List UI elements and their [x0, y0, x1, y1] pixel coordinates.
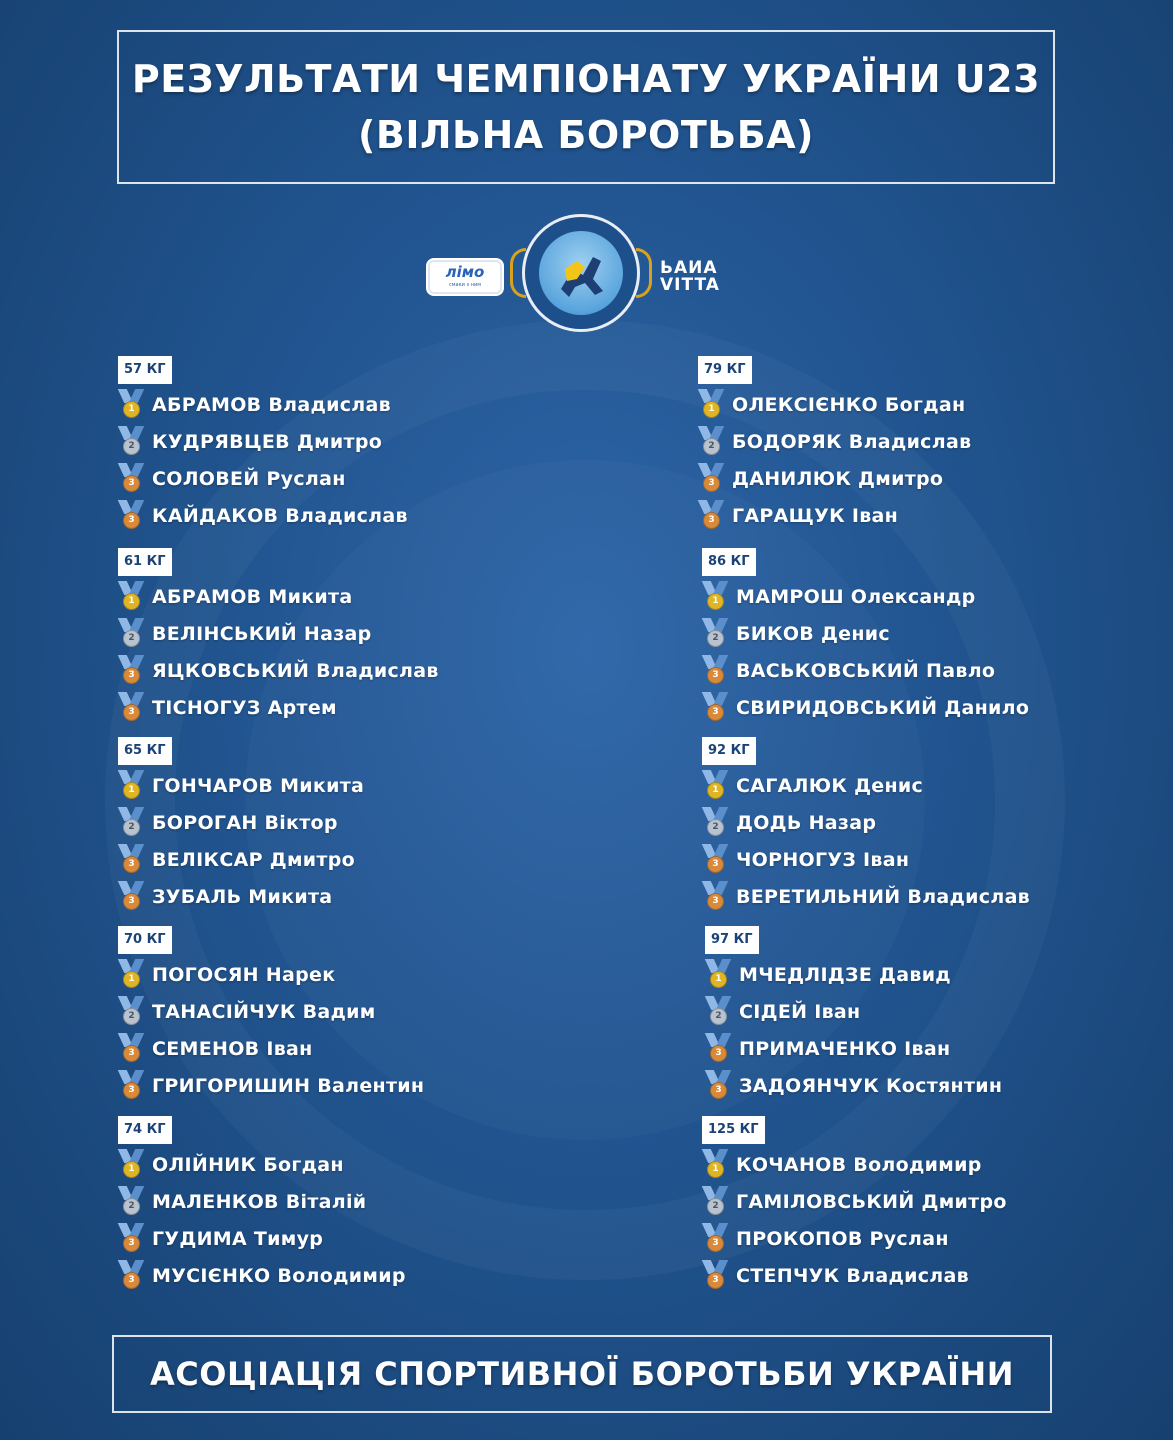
- athlete-row: [118, 581, 558, 613]
- bronze-medal-icon: [118, 1223, 144, 1255]
- medal-place-number: 3: [123, 704, 140, 721]
- athlete-row: [118, 1223, 558, 1255]
- medal-place-number: 3: [123, 475, 140, 492]
- bronze-medal-icon: [702, 1260, 728, 1292]
- wrestlers-icon: [547, 239, 615, 307]
- athlete-name: ГАМІЛОВСЬКИЙ Дмитро: [736, 1191, 1007, 1213]
- bronze-medal-icon: [698, 500, 724, 532]
- athlete-name: КАЙДАКОВ Владислав: [152, 505, 408, 527]
- bronze-medal-icon: [705, 1033, 731, 1065]
- athlete-row: [705, 996, 1145, 1028]
- bronze-medal-icon: [698, 463, 724, 495]
- athlete-name: КУДРЯВЦЕВ Дмитро: [152, 431, 383, 453]
- laurel-right-icon: [636, 248, 652, 298]
- medal-place-number: 1: [123, 401, 140, 418]
- medal-place-number: 3: [123, 856, 140, 873]
- medal-place-number: 2: [707, 630, 724, 647]
- athlete-name: СОЛОВЕЙ Руслан: [152, 468, 346, 490]
- weight-class-badge: 86 КГ: [702, 548, 756, 576]
- weight-category: [118, 737, 558, 917]
- weight-class-badge: 61 КГ: [118, 548, 172, 576]
- gold-medal-icon: [118, 770, 144, 802]
- medal-place-number: 2: [707, 1198, 724, 1215]
- athlete-name: БОДОРЯК Владислав: [732, 431, 972, 453]
- medal-place-number: 2: [123, 630, 140, 647]
- silver-medal-icon: [118, 618, 144, 650]
- athlete-row: [118, 389, 558, 421]
- athlete-row: [118, 1033, 558, 1065]
- weight-class-badge: 125 КГ: [702, 1116, 765, 1144]
- athlete-row: [702, 692, 1142, 724]
- athlete-row: [118, 959, 558, 991]
- athlete-name: МУСІЄНКО Володимир: [152, 1265, 406, 1287]
- athlete-name: ТІСНОГУЗ Артем: [152, 697, 337, 719]
- weight-category: [702, 737, 1142, 917]
- silver-medal-icon: [702, 618, 728, 650]
- sponsor-logo-vitta-line1: ЬАИА: [660, 258, 718, 278]
- bronze-medal-icon: [702, 844, 728, 876]
- athlete-row: [705, 1033, 1145, 1065]
- sponsor-logo-vitta-line2: VITTA: [660, 275, 720, 295]
- athlete-row: [118, 1186, 558, 1218]
- weight-class-badge: 57 КГ: [118, 356, 172, 384]
- gold-medal-icon: [118, 1149, 144, 1181]
- silver-medal-icon: [702, 1186, 728, 1218]
- athlete-name: ГРИГОРИШИН Валентин: [152, 1075, 425, 1097]
- athlete-name: ПРИМАЧЕНКО Іван: [739, 1038, 951, 1060]
- silver-medal-icon: [118, 1186, 144, 1218]
- athlete-name: ЗАДОЯНЧУК Костянтин: [739, 1075, 1003, 1097]
- athlete-name: ОЛІЙНИК Богдан: [152, 1154, 344, 1176]
- athlete-name: ПОГОСЯН Нарек: [152, 964, 336, 986]
- gold-medal-icon: [118, 581, 144, 613]
- athlete-row: [702, 1149, 1142, 1181]
- athlete-row: [118, 692, 558, 724]
- athlete-row: [118, 844, 558, 876]
- medal-place-number: 3: [710, 1045, 727, 1062]
- medal-place-number: 1: [703, 401, 720, 418]
- athlete-row: [702, 770, 1142, 802]
- athlete-row: [702, 581, 1142, 613]
- weight-class-badge: 79 КГ: [698, 356, 752, 384]
- athlete-name: ГОНЧАРОВ Микита: [152, 775, 365, 797]
- bronze-medal-icon: [702, 1223, 728, 1255]
- footer-organization: АСОЦІАЦІЯ СПОРТИВНОЇ БОРОТЬБИ УКРАЇНИ: [150, 1355, 1014, 1393]
- athlete-name: СТЕПЧУК Владислав: [736, 1265, 969, 1287]
- medal-place-number: 1: [123, 782, 140, 799]
- athlete-name: ДОДЬ Назар: [736, 812, 877, 834]
- gold-medal-icon: [118, 959, 144, 991]
- bronze-medal-icon: [118, 881, 144, 913]
- medal-place-number: 3: [123, 667, 140, 684]
- silver-medal-icon: [702, 807, 728, 839]
- athlete-name: ВАСЬКОВСЬКИЙ Павло: [736, 660, 996, 682]
- athlete-name: ДАНИЛЮК Дмитро: [732, 468, 944, 490]
- athlete-name: МАМРОШ Олександр: [736, 586, 976, 608]
- page-subtitle: (ВІЛЬНА БОРОТЬБА): [358, 113, 814, 157]
- gold-medal-icon: [702, 581, 728, 613]
- medal-place-number: 3: [707, 856, 724, 873]
- athlete-row: [698, 463, 1138, 495]
- weight-class-badge: 70 КГ: [118, 926, 172, 954]
- silver-medal-icon: [705, 996, 731, 1028]
- silver-medal-icon: [118, 426, 144, 458]
- athlete-row: [118, 426, 558, 458]
- sponsor-logo-limo-tag: смаки з ним: [449, 282, 481, 288]
- medal-place-number: 3: [123, 1272, 140, 1289]
- athlete-name: ГУДИМА Тимур: [152, 1228, 324, 1250]
- medal-place-number: 3: [123, 512, 140, 529]
- athlete-row: [702, 618, 1142, 650]
- bronze-medal-icon: [705, 1070, 731, 1102]
- athlete-row: [118, 881, 558, 913]
- athlete-row: [702, 1186, 1142, 1218]
- bronze-medal-icon: [118, 844, 144, 876]
- athlete-row: [698, 426, 1138, 458]
- medal-place-number: 3: [710, 1082, 727, 1099]
- medal-place-number: 3: [703, 512, 720, 529]
- weight-category: [118, 356, 558, 536]
- athlete-name: АБРАМОВ Владислав: [152, 394, 391, 416]
- medal-place-number: 3: [123, 1045, 140, 1062]
- bronze-medal-icon: [118, 1260, 144, 1292]
- athlete-name: БИКОВ Денис: [736, 623, 890, 645]
- weight-category: [118, 926, 558, 1106]
- medal-place-number: 1: [707, 1161, 724, 1178]
- medal-place-number: 2: [123, 1198, 140, 1215]
- athlete-row: [118, 1070, 558, 1102]
- weight-category: [702, 548, 1142, 728]
- bronze-medal-icon: [702, 655, 728, 687]
- medal-place-number: 1: [123, 1161, 140, 1178]
- athlete-row: [118, 770, 558, 802]
- medal-place-number: 3: [707, 1272, 724, 1289]
- athlete-row: [705, 959, 1145, 991]
- medal-place-number: 3: [707, 1235, 724, 1252]
- medal-place-number: 1: [707, 593, 724, 610]
- medal-place-number: 2: [710, 1008, 727, 1025]
- athlete-name: ВЕРЕТИЛЬНИЙ Владислав: [736, 886, 1031, 908]
- athlete-row: [118, 500, 558, 532]
- medal-place-number: 3: [703, 475, 720, 492]
- bronze-medal-icon: [118, 655, 144, 687]
- weight-class-badge: 74 КГ: [118, 1116, 172, 1144]
- page-title: РЕЗУЛЬТАТИ ЧЕМПІОНАТУ УКРАЇНИ U23: [131, 57, 1041, 101]
- medal-place-number: 2: [123, 819, 140, 836]
- athlete-row: [702, 844, 1142, 876]
- athlete-row: [698, 389, 1138, 421]
- sponsor-logo-limo-brand: лімо: [445, 263, 485, 281]
- medal-place-number: 3: [707, 667, 724, 684]
- athlete-row: [118, 996, 558, 1028]
- athlete-name: ПРОКОПОВ Руслан: [736, 1228, 949, 1250]
- federation-emblem-logo: [522, 214, 640, 332]
- athlete-row: [118, 807, 558, 839]
- weight-category: [698, 356, 1138, 536]
- bronze-medal-icon: [702, 692, 728, 724]
- medal-place-number: 2: [703, 438, 720, 455]
- sponsor-logo-limo: [428, 260, 502, 294]
- athlete-row: [702, 1260, 1142, 1292]
- medal-place-number: 1: [123, 593, 140, 610]
- athlete-row: [702, 655, 1142, 687]
- athlete-row: [118, 463, 558, 495]
- medal-place-number: 1: [707, 782, 724, 799]
- athlete-name: ГАРАЩУК Іван: [732, 505, 899, 527]
- weight-category: [705, 926, 1145, 1106]
- athlete-name: КОЧАНОВ Володимир: [736, 1154, 982, 1176]
- silver-medal-icon: [698, 426, 724, 458]
- athlete-name: ОЛЕКСІЄНКО Богдан: [732, 394, 966, 416]
- bronze-medal-icon: [118, 1033, 144, 1065]
- medal-place-number: 3: [707, 893, 724, 910]
- athlete-row: [118, 1260, 558, 1292]
- athlete-name: ВЕЛІКСАР Дмитро: [152, 849, 355, 871]
- weight-class-badge: 92 КГ: [702, 737, 756, 765]
- athlete-name: МАЛЕНКОВ Віталій: [152, 1191, 367, 1213]
- athlete-row: [705, 1070, 1145, 1102]
- silver-medal-icon: [118, 807, 144, 839]
- athlete-name: ЧОРНОГУЗ Іван: [736, 849, 910, 871]
- logos-row: [0, 208, 1173, 338]
- gold-medal-icon: [702, 1149, 728, 1181]
- athlete-name: ЗУБАЛЬ Микита: [152, 886, 333, 908]
- silver-medal-icon: [118, 996, 144, 1028]
- medal-place-number: 3: [707, 704, 724, 721]
- bronze-medal-icon: [118, 1070, 144, 1102]
- medal-place-number: 3: [123, 893, 140, 910]
- sponsor-logo-vitta: [660, 260, 750, 298]
- athlete-name: ВЕЛІНСЬКИЙ Назар: [152, 623, 372, 645]
- bronze-medal-icon: [118, 500, 144, 532]
- medal-place-number: 2: [123, 1008, 140, 1025]
- medal-place-number: 2: [123, 438, 140, 455]
- gold-medal-icon: [698, 389, 724, 421]
- athlete-row: [702, 1223, 1142, 1255]
- athlete-row: [118, 618, 558, 650]
- athlete-name: СІДЕЙ Іван: [739, 1001, 861, 1023]
- athlete-name: САГАЛЮК Денис: [736, 775, 924, 797]
- athlete-row: [118, 1149, 558, 1181]
- athlete-row: [702, 807, 1142, 839]
- athlete-row: [698, 500, 1138, 532]
- title-banner: [117, 30, 1055, 184]
- bronze-medal-icon: [702, 881, 728, 913]
- athlete-name: МЧЕДЛІДЗЕ Давид: [739, 964, 951, 986]
- athlete-name: СВИРИДОВСЬКИЙ Данило: [736, 697, 1030, 719]
- weight-class-badge: 65 КГ: [118, 737, 172, 765]
- weight-category: [118, 1116, 558, 1296]
- weight-category: [118, 548, 558, 728]
- footer-banner: [112, 1335, 1052, 1413]
- medal-place-number: 1: [710, 971, 727, 988]
- bronze-medal-icon: [118, 692, 144, 724]
- medal-place-number: 1: [123, 971, 140, 988]
- weight-category: [702, 1116, 1142, 1296]
- medal-place-number: 3: [123, 1082, 140, 1099]
- athlete-name: ЯЦКОВСЬКИЙ Владислав: [152, 660, 439, 682]
- gold-medal-icon: [118, 389, 144, 421]
- athlete-name: АБРАМОВ Микита: [152, 586, 353, 608]
- medal-place-number: 3: [123, 1235, 140, 1252]
- athlete-row: [118, 655, 558, 687]
- gold-medal-icon: [702, 770, 728, 802]
- athlete-row: [702, 881, 1142, 913]
- athlete-name: ТАНАСІЙЧУК Вадим: [152, 1001, 376, 1023]
- medal-place-number: 2: [707, 819, 724, 836]
- athlete-name: БОРОГАН Віктор: [152, 812, 338, 834]
- weight-class-badge: 97 КГ: [705, 926, 759, 954]
- bronze-medal-icon: [118, 463, 144, 495]
- gold-medal-icon: [705, 959, 731, 991]
- athlete-name: СЕМЕНОВ Іван: [152, 1038, 313, 1060]
